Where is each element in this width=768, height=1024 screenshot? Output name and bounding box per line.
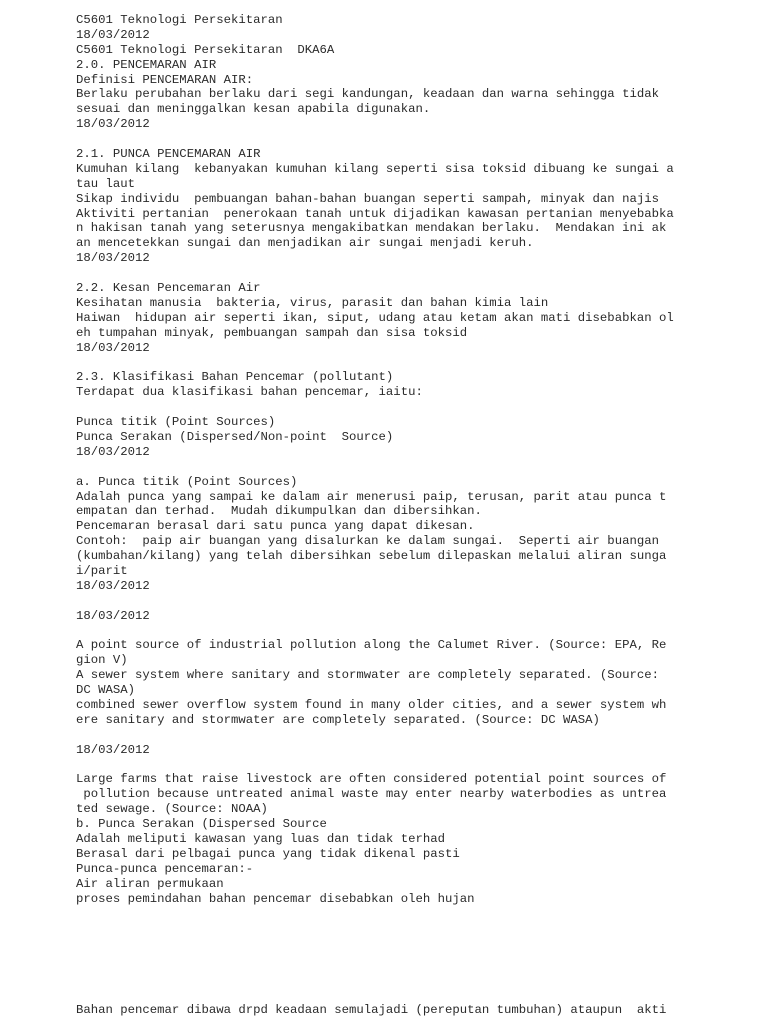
document-line: 18/03/2012: [76, 251, 150, 266]
document-line: Air aliran permukaan: [76, 876, 224, 891]
document-line: pollution because untreated animal waste may enter nearby waterbodies as untrea: [76, 787, 667, 802]
document-line: 18/03/2012: [76, 742, 150, 757]
document-line: Berlaku perubahan berlaku dari segi kandungan, keadaan dan warna sehingga tidak: [76, 87, 659, 102]
document-line: [76, 132, 756, 147]
document-line: proses pemindahan bahan pencemar disebabkan oleh hujan: [76, 891, 475, 906]
document-line: Haiwan hidupan air seperti ikan, siput, udang atau ketam akan mati disebabkan ol: [76, 310, 674, 325]
document-text: [76, 13, 756, 906]
document-line: ere sanitary and stormwater are completely separated. (Source: DC WASA): [76, 712, 600, 727]
document-line: an mencetekkan sungai dan menjadikan air sungai menjadi keruh.: [76, 236, 534, 251]
document-line: 2.0. PENCEMARAN AIR: [76, 57, 217, 72]
document-line: 18/03/2012: [76, 27, 150, 42]
document-line: 18/03/2012: [76, 444, 150, 459]
document-line: A sewer system where sanitary and stormwater are completely separated. (Source:: [76, 668, 659, 683]
document-line: DC WASA): [76, 683, 136, 698]
document-line: Pencemaran berasal dari satu punca yang dapat dikesan.: [76, 519, 475, 534]
document-line: i/parit: [76, 563, 128, 578]
document-line: A point source of industrial pollution along the Calumet River. (Source: EPA, Re: [76, 638, 667, 653]
document-line: gion V): [76, 653, 128, 668]
document-line: [76, 728, 756, 743]
document-line: Definisi PENCEMARAN AIR:: [76, 72, 254, 87]
document-line: Terdapat dua klasifikasi bahan pencemar, iaitu:: [76, 385, 423, 400]
document-line: [76, 460, 756, 475]
document-line: Adalah punca yang sampai ke dalam air menerusi paip, terusan, parit atau punca t: [76, 489, 667, 504]
document-line: Punca titik (Point Sources): [76, 415, 276, 430]
document-line: Kumuhan kilang kebanyakan kumuhan kilang seperti sisa toksid dibuang ke sungai a: [76, 161, 674, 176]
document-line: combined sewer overflow system found in many older cities, and a sewer system wh: [76, 697, 667, 712]
document-line: [76, 400, 756, 415]
document-line: Contoh: paip air buangan yang disalurkan ke dalam sungai. Seperti air buangan: [76, 534, 659, 549]
document-line: Sikap individu pembuangan bahan-bahan buangan seperti sampah, minyak dan najis: [76, 191, 659, 206]
document-line: tau laut: [76, 176, 136, 191]
document-line: ted sewage. (Source: NOAA): [76, 802, 268, 817]
document-line: Aktiviti pertanian penerokaan tanah untuk dijadikan kawasan pertanian menyebabka: [76, 206, 674, 221]
document-line: 18/03/2012: [76, 117, 150, 132]
document-line: 2.3. Klasifikasi Bahan Pencemar (pollutant): [76, 370, 394, 385]
document-line: Berasal dari pelbagai punca yang tidak dikenal pasti: [76, 846, 460, 861]
document-line: eh tumpahan minyak, pembuangan sampah dan sisa toksid: [76, 325, 468, 340]
document-line: sesuai dan meninggalkan kesan apabila digunakan.: [76, 102, 431, 117]
document-line: [76, 355, 756, 370]
document-line: [76, 266, 756, 281]
document-line: [76, 594, 756, 609]
document-line: empatan dan terhad. Mudah dikumpulkan dan dibersihkan.: [76, 504, 482, 519]
document-line: C5601 Teknologi Persekitaran: [76, 13, 283, 27]
document-line: [76, 624, 756, 639]
document-line: 2.1. PUNCA PENCEMARAN AIR: [76, 147, 261, 162]
document-line: Punca-punca pencemaran:-: [76, 861, 254, 876]
document-line: 18/03/2012: [76, 340, 150, 355]
document-line: [76, 758, 756, 773]
document-line: b. Punca Serakan (Dispersed Source: [76, 817, 327, 832]
document-line: C5601 Teknologi Persekitaran DKA6A: [76, 42, 335, 57]
document-line: Punca Serakan (Dispersed/Non-point Source): [76, 429, 394, 444]
document-line: 2.2. Kesan Pencemaran Air: [76, 281, 261, 296]
document-line: Kesihatan manusia bakteria, virus, parasit dan bahan kimia lain: [76, 295, 549, 310]
document-line: 18/03/2012: [76, 578, 150, 593]
document-line: a. Punca titik (Point Sources): [76, 474, 298, 489]
document-bottom-line: Bahan pencemar dibawa drpd keadaan semulajadi (pereputan tumbuhan) ataupun akti: [76, 1003, 667, 1017]
document-line: n hakisan tanah yang seterusnya mengakibatkan mendakan berlaku. Mendakan ini ak: [76, 221, 667, 236]
document-line: Large farms that raise livestock are often considered potential point sources of: [76, 772, 667, 787]
document-line: Adalah meliputi kawasan yang luas dan tidak terhad: [76, 831, 445, 846]
document-line: (kumbahan/kilang) yang telah dibersihkan sebelum dilepaskan melalui aliran sunga: [76, 549, 667, 564]
document-line: 18/03/2012: [76, 608, 150, 623]
